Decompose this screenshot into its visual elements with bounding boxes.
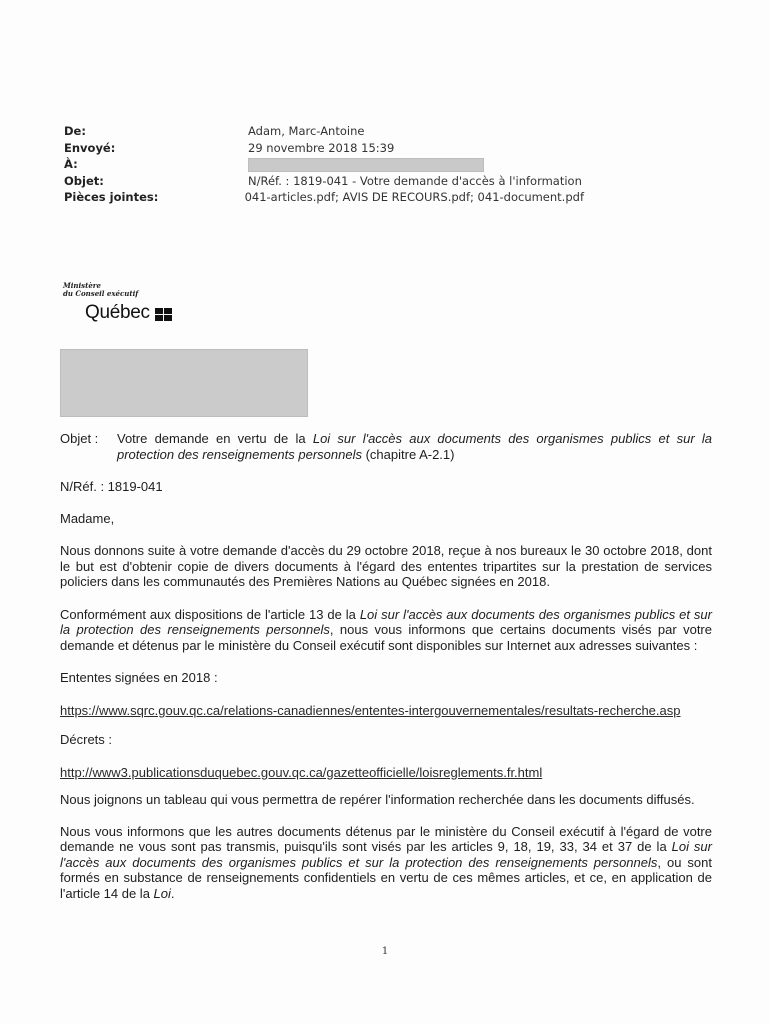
- subject-label: Objet:: [64, 173, 104, 188]
- sent-label: Envoyé:: [64, 140, 116, 155]
- fleurdelise-flag-icon: [155, 308, 173, 322]
- para2-pre: Conformément aux dispositions de l'article 13 de la: [60, 606, 360, 622]
- para4-pre: Nous vous informons que les autres documents détenus par le ministère du Conseil exécutif à l'égard de votre demande ne vous sont pas transmis, puisqu'ils sont visés par les articles 9, 18, 19, 33, 34 et 37 de la: [60, 823, 712, 854]
- to-redaction: [248, 158, 484, 172]
- paragraph-3: Nous joignons un tableau qui vous permettra de repérer l'information recherchée dans les documents diffusés.: [60, 792, 695, 807]
- para4-law-title: Loi sur l'accès aux documents des organismes publics et sur la protection des renseignements personnels: [60, 839, 712, 870]
- from-label: De:: [64, 124, 86, 138]
- decrets-url[interactable]: http://www3.publicationsduquebec.gouv.qc.ca/gazetteofficielle/loisreglements.fr.html: [60, 764, 543, 780]
- ententes-url-link[interactable]: [60, 703, 712, 719]
- to-label: À:: [64, 157, 78, 171]
- email-sent-row: [64, 140, 584, 157]
- from-value: Adam, Marc-Antoine: [248, 124, 365, 138]
- paragraph-2: [60, 607, 712, 654]
- logo-wordmark: [85, 302, 203, 324]
- letter-object: [60, 431, 712, 462]
- paragraph-4: [60, 824, 712, 902]
- object-label: Objet :: [60, 431, 99, 446]
- object-pre: Votre demande en vertu de la: [117, 431, 313, 446]
- email-subject-row: [64, 173, 584, 190]
- para4-loi: Loi: [153, 885, 171, 901]
- subject-value: N/Réf. : 1819-041 - Votre demande d'accès à l'information: [248, 173, 582, 188]
- sent-value: 29 novembre 2018 15:39: [248, 140, 395, 155]
- para4-mid: , ou sont formés en substance de renseignements confidentiels en vertu de ces mêmes articles, et ce, en application de l'article 14 de la: [60, 854, 712, 901]
- decrets-label: Décrets :: [60, 732, 113, 747]
- email-to-row: [64, 156, 584, 173]
- ententes-label: Ententes signées en 2018 :: [60, 670, 218, 685]
- logo-org-line1: Ministère: [63, 281, 101, 290]
- object-post: (chapitre A-2.1): [361, 446, 455, 462]
- logo-org-line2: du Conseil exécutif: [63, 289, 139, 298]
- paragraph-1: Nous donnons suite à votre demande d'accès du 29 octobre 2018, reçue à nos bureaux le 30 octobre 2018, dont le but est d'obtenir copie de divers documents à l'égard des ententes tripartites sur la prestation de services policiers dans les communautés des Premières Nations au Québec signées en 2018.: [60, 543, 712, 589]
- para2-post: , nous vous informons que certains documents visés par votre demande et détenus par le ministère du Conseil exécutif sont disponibles sur Internet aux adresses suivantes :: [60, 622, 712, 653]
- page-number: 1: [381, 946, 389, 957]
- letter-body: [60, 431, 712, 901]
- email-header: [64, 123, 584, 206]
- object-text: [117, 431, 712, 462]
- salutation: Madame,: [60, 510, 115, 526]
- email-attachments-row: [64, 189, 584, 206]
- object-law-title: Loi sur l'accès aux documents des organismes publics et sur la protection des renseignements personnels: [117, 431, 712, 462]
- ententes-url[interactable]: https://www.sqrc.gouv.qc.ca/relations-canadiennes/ententes-intergouvernementales/resultats-recherche.asp: [60, 702, 681, 718]
- to-value: [248, 156, 484, 173]
- logo-name: Québec: [85, 302, 150, 323]
- quebec-logo: [63, 282, 203, 324]
- attachments-value: 041-articles.pdf; AVIS DE RECOURS.pdf; 041-document.pdf: [244, 190, 584, 204]
- recipient-address-redaction: [60, 349, 308, 417]
- email-from-row: [64, 123, 584, 140]
- attachments-label: Pièces jointes:: [64, 190, 159, 204]
- para4-end: .: [170, 885, 175, 901]
- decrets-url-link[interactable]: [60, 765, 712, 781]
- reference-line: N/Réf. : 1819-041: [60, 479, 163, 494]
- para2-law-title: Loi sur l'accès aux documents des organismes publics et sur la protection des renseignements personnels: [60, 606, 712, 637]
